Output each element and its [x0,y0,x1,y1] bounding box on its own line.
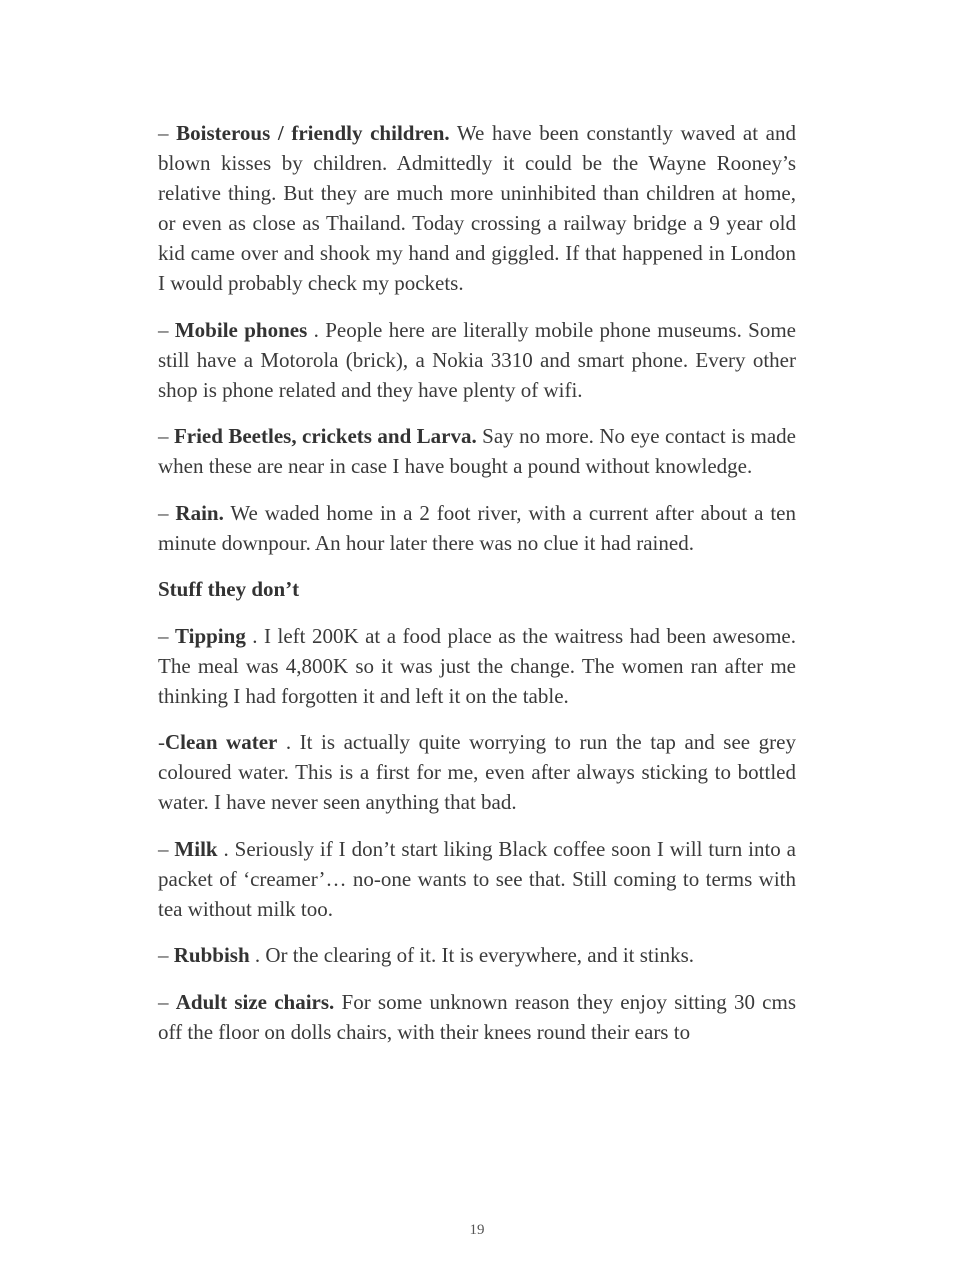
paragraph-tipping [158,621,796,711]
paragraph-prefix: – [158,500,176,525]
paragraph-body: . People here are literally mobile phone museums. Some still have a Motorola (brick), a Nokia 3310 and smart phone. Every other shop is phone related and they have plenty of wifi. [158,317,797,402]
paragraph-mobile-phones [158,315,796,405]
paragraph-body: Say no more. No eye contact is made when these are near in case I have bought a pound without knowledge. [158,424,796,478]
paragraph-prefix: – [158,943,174,967]
paragraph-body: . I left 200K at a food place as the waitress had been awesome. The meal was 4,800K so it was just the change. The women ran after me thinking I had forgotten it and left it on the table. [158,623,797,708]
paragraph-rain [158,498,796,558]
paragraph-adult-size-chairs [158,987,796,1047]
paragraph-milk [158,834,796,924]
paragraph-body: . Seriously if I don’t start liking Black coffee soon I will turn into a packet of ‘creamer’… no-one wants to see that. Still coming to terms with tea without milk too. [158,836,797,921]
paragraph-bold-lead: Tipping [174,623,246,648]
paragraph-bold-lead: Fried Beetles, crickets and Larva. [173,424,477,448]
paragraph-prefix: – [158,121,177,145]
paragraph-prefix: – [158,424,174,448]
paragraph-boisterous-children [158,118,796,298]
paragraph-prefix: – [158,836,175,861]
paragraph-fried-beetles [158,421,796,481]
paragraph-bold-lead: Mobile phones [174,317,308,342]
paragraph-bold-lead: Milk [174,836,218,861]
paragraph-body: We waded home in a 2 foot river, with a current after about a ten minute downpour. An hour later there was no clue it had rained. [158,500,797,555]
paragraph-body: For some unknown reason they enjoy sitting 30 cms off the floor on dolls chairs, with their knees round their ears to [158,989,797,1044]
paragraph-body: . It is actually quite worrying to run the tap and see grey coloured water. This is a first for me, even after always sticking to bottled water. I have never seen anything that bad. [158,730,796,814]
paragraph-prefix: - [158,730,165,754]
paragraph-prefix: – [158,317,175,342]
paragraph-rubbish [158,940,796,970]
paragraph-body: . Or the clearing of it. It is everywhere, and it stinks. [249,943,695,967]
paragraph-bold-lead: Clean water [165,730,278,754]
paragraph-clean-water [158,727,796,817]
paragraph-prefix: – [158,623,175,648]
paragraph-bold-lead: Adult size chairs. [175,989,335,1014]
paragraph-bold-lead: Rain. [175,500,224,525]
section-heading: Stuff they don’t [158,577,300,601]
paragraph-bold-lead: Boisterous / friendly children. [176,121,450,145]
paragraph-body: We have been constantly waved at and blown kisses by children. Admittedly it could be the Wayne Rooney’s relative thing. But they are much more uninhibited than children at home, or even as close as Thailand. Today crossing a railway bridge a 9 year old kid came over and shook my hand and giggled. If that happened in London I would probably check my pockets. [158,121,796,295]
paragraph-prefix: – [158,989,176,1014]
paragraph-bold-lead: Rubbish [173,943,250,967]
page-number: 19 [469,1222,485,1238]
document-page [158,118,796,1063]
